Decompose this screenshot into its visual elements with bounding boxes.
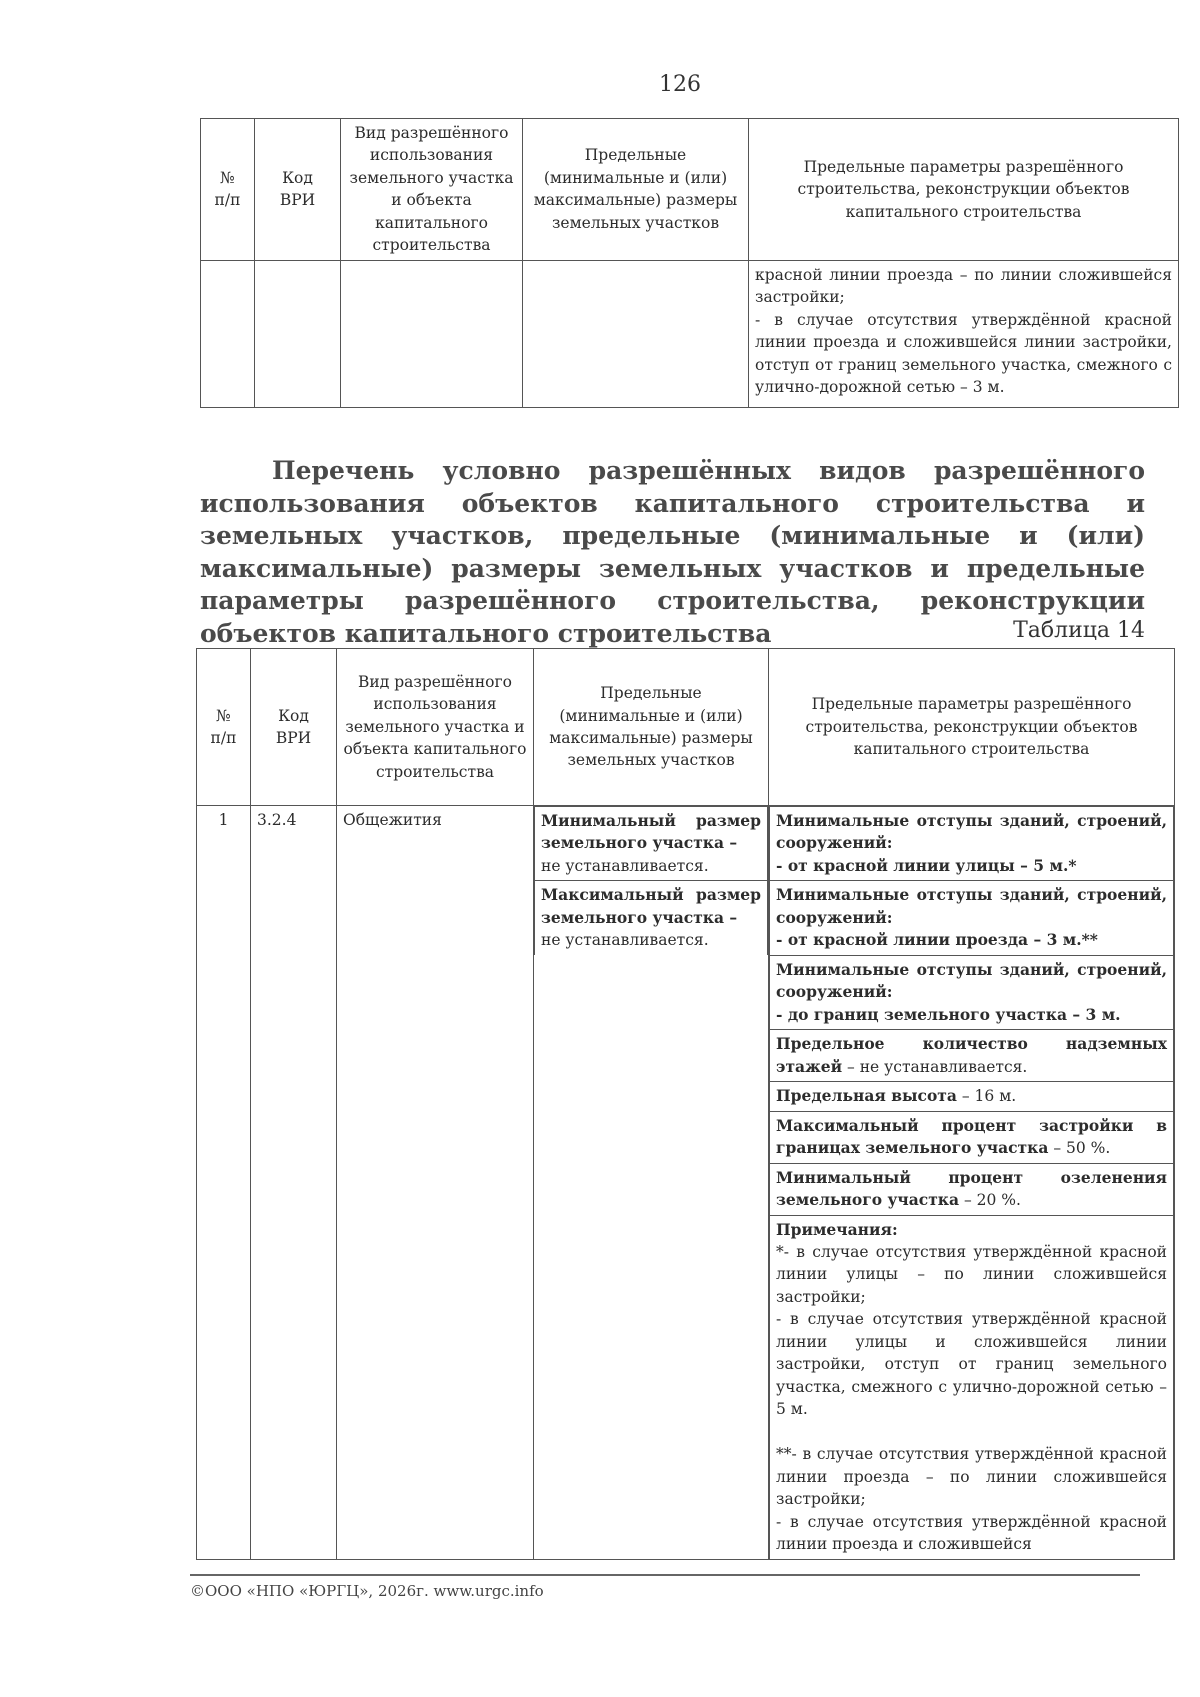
param-item: Предельная высота – 16 м.: [770, 1082, 1174, 1111]
header-use-type: Вид разрешённого использования земельного участка и объекта капитального строительства: [341, 119, 523, 261]
param-item: Минимальный процент озеленения земельного участка – 20 %.: [770, 1163, 1174, 1215]
footer-divider: [190, 1574, 1140, 1576]
notes-text: *- в случае отсутствия утверждённой красной линии улицы – по линии сложившейся застройки; - в случае отсутствия утверждённой красной линии улицы и сложившейся линии застройки, отступ от границ земельного участка, смежного с улично-дорожной сетью – 5 м. **- в случае отсутствия утверждённой красной линии проезда – по линии сложившейся застройки; - в случае отсутствия утверждённой красной линии проезда и сложившейся: [776, 1242, 1167, 1554]
max-size-item: Максимальный размер земельного участка – не устанавливается.: [535, 881, 768, 955]
row-code: 3.2.4: [251, 806, 337, 1560]
param-item: Максимальный процент застройки в границах земельного участка – 50 %.: [770, 1111, 1174, 1163]
table-label: Таблица 14: [1013, 618, 1145, 643]
notes-item: [770, 1215, 1174, 1559]
table-row: [197, 806, 1175, 1560]
min-size-item: Минимальный размер земельного участка – не устанавливается.: [535, 807, 768, 881]
param-item: Минимальные отступы зданий, строений, сооружений: - до границ земельного участка – 3 м.: [770, 955, 1174, 1029]
section-heading: Перечень условно разрешённых видов разрешённого использования объектов капитального строительства и земельных участков, предельные (минимальные и (или) максимальные) размеры земельных участков и предельные параметры разрешённого строительства, реконструкции объектов капитального строительства: [200, 456, 1145, 648]
header-number: № п/п: [197, 649, 251, 806]
page-number: 126: [659, 72, 701, 97]
header-code: Код ВРИ: [251, 649, 337, 806]
header-number: № п/п: [201, 119, 255, 261]
table-header-row: [197, 649, 1175, 806]
params-cell: [769, 806, 1175, 1560]
header-sizes: Предельные (минимальные и (или) максимальные) размеры земельных участков: [523, 119, 749, 261]
table-14: [196, 648, 1175, 1560]
row-number: 1: [197, 806, 251, 1560]
param-item: Минимальные отступы зданий, строений, сооружений: - от красной линии улицы – 5 м.*: [770, 807, 1174, 881]
header-params: Предельные параметры разрешённого строительства, реконструкции объектов капитального строительства: [769, 649, 1175, 806]
header-use-type: Вид разрешённого использования земельного участка и объекта капитального строительства: [337, 649, 534, 806]
sizes-cell: [534, 806, 769, 1560]
table-row: [201, 260, 1179, 407]
header-sizes: Предельные (минимальные и (или) максимальные) размеры земельных участков: [534, 649, 769, 806]
header-params: Предельные параметры разрешённого строительства, реконструкции объектов капитального строительства: [749, 119, 1179, 261]
param-item: Предельное количество надземных этажей – не устанавливается.: [770, 1030, 1174, 1082]
continuation-table: [200, 118, 1179, 408]
continuation-text: красной линии проезда – по линии сложившейся застройки; - в случае отсутствия утверждённой красной линии проезда и сложившейся линии застройки, отступ от границ земельного участка, смежного с улично-дорожной сетью – 3 м.: [749, 260, 1179, 407]
notes-title: Примечания:: [776, 1219, 898, 1239]
footer-text: ©ООО «НПО «ЮРГЦ», 2026г. www.urgc.info: [190, 1582, 544, 1600]
row-use-name: Общежития: [337, 806, 534, 1560]
header-code: Код ВРИ: [255, 119, 341, 261]
table-header-row: [201, 119, 1179, 261]
param-item: Минимальные отступы зданий, строений, сооружений: - от красной линии проезда – 3 м.**: [770, 881, 1174, 955]
